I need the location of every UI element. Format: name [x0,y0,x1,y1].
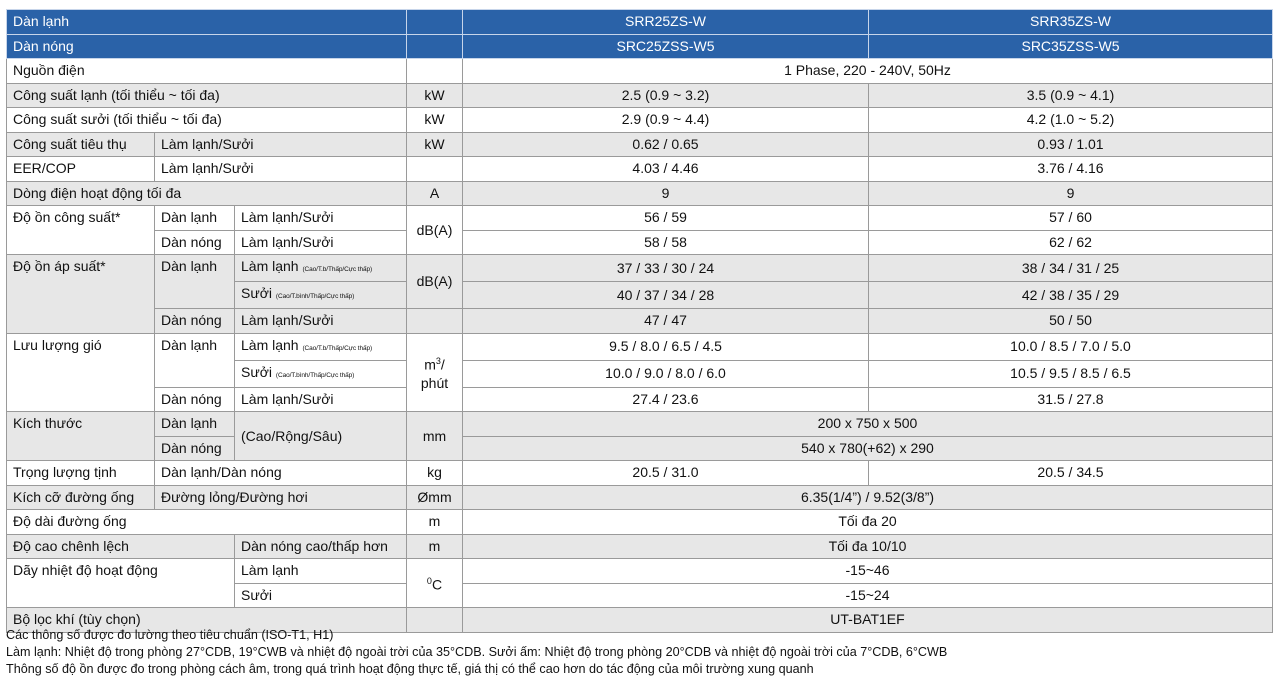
heat-cap-value-2: 4.2 (1.0 ~ 5.2) [869,108,1273,133]
sound-pressure-outdoor-unit [407,309,463,334]
current-value-2: 9 [869,181,1273,206]
model-outdoor-1: SRC25ZSS-W5 [463,34,869,59]
sound-pressure-heat-mode: Sưởi [241,285,273,301]
eer-label: EER/COP [7,157,155,182]
temp-range-heat-sub: Sưởi [235,583,407,608]
sound-power-indoor-row [7,206,1273,231]
header-outdoor-row [7,34,1273,59]
sound-power-unit: dB(A) [407,206,463,255]
sound-power-label: Độ ồn công suất* [7,206,155,255]
airflow-heat-sub [235,360,407,387]
airflow-unit [407,333,463,412]
airflow-heat-note: (Cao/T.bình/Thấp/Cực thấp) [275,371,355,379]
sound-pressure-cool-mode: Làm lạnh [241,258,299,274]
weight-unit: kg [407,461,463,486]
pipe-size-unit: Ømm [407,485,463,510]
sound-power-outdoor-sub: Làm lạnh/Sưởi [235,230,407,255]
heat-cap-row [7,108,1273,133]
airflow-unit-sup: 3 [435,356,441,367]
airflow-indoor-label: Dàn lạnh [155,333,235,387]
cool-cap-row [7,83,1273,108]
sound-power-outdoor-value-1: 58 / 58 [463,230,869,255]
consumption-sub: Làm lạnh/Sưởi [155,132,407,157]
temp-range-cool-row [7,559,1273,584]
airflow-cool-note: (Cao/T.b/Thấp/Cực thấp) [302,344,373,352]
sound-power-outdoor-label: Dàn nóng [155,230,235,255]
dimensions-indoor-row [7,412,1273,437]
airflow-cool-value-1: 9.5 / 8.0 / 6.5 / 4.5 [463,333,869,360]
height-diff-label: Độ cao chênh lệch [7,534,235,559]
power-value: 1 Phase, 220 - 240V, 50Hz [463,59,1273,84]
pipe-length-row [7,510,1273,535]
sound-pressure-outdoor-sub: Làm lạnh/Sưởi [235,309,407,334]
sound-power-outdoor-row [7,230,1273,255]
weight-value-2: 20.5 / 34.5 [869,461,1273,486]
temp-range-unit-c: C [431,576,443,593]
power-unit [407,59,463,84]
cool-cap-unit: kW [407,83,463,108]
sound-pressure-label: Độ ồn áp suất* [7,255,155,334]
footnote-2: Làm lạnh: Nhiệt độ trong phòng 27°CDB, 19°CWB và nhiệt độ ngoài trời của 35°CDB. Sưởi ấm: Nhiệt độ trong phòng 20°CDB và nhiệt độ ngoài trời của 7°CDB, 6°CWB [6,645,948,659]
height-diff-value: Tối đa 10/10 [463,534,1273,559]
model-indoor-2: SRR35ZS-W [869,10,1273,35]
header-indoor-label: Dàn lạnh [7,10,407,35]
eer-sub: Làm lạnh/Sưởi [155,157,407,182]
airflow-outdoor-sub: Làm lạnh/Sưởi [235,387,407,412]
pipe-length-value: Tối đa 20 [463,510,1273,535]
dimensions-sub: (Cao/Rộng/Sâu) [235,412,407,461]
header-outdoor-label: Dàn nóng [7,34,407,59]
eer-value-2: 3.76 / 4.16 [869,157,1273,182]
sound-pressure-outdoor-value-2: 50 / 50 [869,309,1273,334]
filter-label: Bộ lọc khí (tùy chọn) [7,608,407,633]
power-label: Nguồn điện [7,59,407,84]
airflow-unit-min: phút [420,375,449,392]
dimensions-outdoor-label: Dàn nóng [155,436,235,461]
weight-sub: Dàn lạnh/Dàn nóng [155,461,407,486]
sound-pressure-outdoor-label: Dàn nóng [155,309,235,334]
sound-pressure-unit: dB(A) [407,255,463,309]
sound-power-indoor-value-1: 56 / 59 [463,206,869,231]
sound-pressure-heat-value-2: 42 / 38 / 35 / 29 [869,282,1273,309]
airflow-outdoor-row [7,387,1273,412]
airflow-outdoor-label: Dàn nóng [155,387,235,412]
airflow-cool-mode: Làm lạnh [241,336,299,353]
consumption-unit: kW [407,132,463,157]
sound-power-indoor-value-2: 57 / 60 [869,206,1273,231]
sound-pressure-cool-value-2: 38 / 34 / 31 / 25 [869,255,1273,282]
spec-table [6,9,1273,633]
airflow-unit-m: m [424,357,436,374]
consumption-row [7,132,1273,157]
power-row [7,59,1273,84]
height-diff-unit: m [407,534,463,559]
heat-cap-value-1: 2.9 (0.9 ~ 4.4) [463,108,869,133]
airflow-heat-value-1: 10.0 / 9.0 / 8.0 / 6.0 [463,360,869,387]
footnote-1: Các thông số được đo lường theo tiêu chuẩn (ISO-T1, H1) [6,628,334,642]
sound-pressure-cool-row [7,255,1273,282]
airflow-heat-value-2: 10.5 / 9.5 / 8.5 / 6.5 [869,360,1273,387]
weight-row [7,461,1273,486]
header-unit-blank [407,10,463,35]
dimensions-indoor-label: Dàn lạnh [155,412,235,437]
sound-pressure-outdoor-value-1: 47 / 47 [463,309,869,334]
sound-pressure-cool-value-1: 37 / 33 / 30 / 24 [463,255,869,282]
pipe-size-row [7,485,1273,510]
eer-value-1: 4.03 / 4.46 [463,157,869,182]
heat-cap-unit: kW [407,108,463,133]
pipe-size-sub: Đường lỏng/Đường hơi [155,485,407,510]
pipe-length-label: Độ dài đường ống [7,510,407,535]
cool-cap-label: Công suất lạnh (tối thiểu ~ tối đa) [7,83,407,108]
dimensions-label: Kích thước [7,412,155,461]
airflow-label: Lưu lượng gió [7,333,155,412]
sound-pressure-outdoor-row [7,309,1273,334]
cool-cap-value-2: 3.5 (0.9 ~ 4.1) [869,83,1273,108]
current-value-1: 9 [463,181,869,206]
pipe-size-label: Kích cỡ đường ống [7,485,155,510]
header-unit-blank [407,34,463,59]
temp-range-heat-value: -15~24 [463,583,1273,608]
temp-range-label: Dãy nhiệt độ hoạt động [7,559,235,608]
dimensions-outdoor-row [7,436,1273,461]
airflow-unit-slash: / [440,357,445,374]
airflow-cool-value-2: 10.0 / 8.5 / 7.0 / 5.0 [869,333,1273,360]
dimensions-indoor-value: 200 x 750 x 500 [463,412,1273,437]
model-indoor-1: SRR25ZS-W [463,10,869,35]
height-diff-row [7,534,1273,559]
consumption-value-2: 0.93 / 1.01 [869,132,1273,157]
eer-row [7,157,1273,182]
airflow-outdoor-value-2: 31.5 / 27.8 [869,387,1273,412]
dimensions-outdoor-value: 540 x 780(+62) x 290 [463,436,1273,461]
sound-power-outdoor-value-2: 62 / 62 [869,230,1273,255]
airflow-cool-sub [235,333,407,360]
airflow-outdoor-value-1: 27.4 / 23.6 [463,387,869,412]
sound-pressure-heat-value-1: 40 / 37 / 34 / 28 [463,282,869,309]
header-indoor-row [7,10,1273,35]
airflow-heat-mode: Sưởi [241,363,273,380]
temp-range-cool-value: -15~46 [463,559,1273,584]
consumption-label: Công suất tiêu thụ [7,132,155,157]
sound-pressure-indoor-label: Dàn lạnh [155,255,235,309]
temp-range-cool-sub: Làm lạnh [235,559,407,584]
sound-pressure-cool-note: (Cao/T.b/Thấp/Cực thấp) [302,266,373,273]
temp-range-unit [407,559,463,608]
pipe-size-value: 6.35(1/4”) / 9.52(3/8”) [463,485,1273,510]
sound-power-indoor-label: Dàn lạnh [155,206,235,231]
current-label: Dòng điện hoạt động tối đa [7,181,407,206]
eer-unit [407,157,463,182]
sound-pressure-heat-note: (Cao/T.bình/Thấp/Cực thấp) [275,293,355,300]
footnotes [6,627,947,678]
airflow-cool-row [7,333,1273,360]
temp-range-unit-sup: 0 [426,575,432,586]
current-unit: A [407,181,463,206]
current-row [7,181,1273,206]
consumption-value-1: 0.62 / 0.65 [463,132,869,157]
cool-cap-value-1: 2.5 (0.9 ~ 3.2) [463,83,869,108]
pipe-length-unit: m [407,510,463,535]
model-outdoor-2: SRC35ZSS-W5 [869,34,1273,59]
filter-value: UT-BAT1EF [463,608,1273,633]
heat-cap-label: Công suất sưởi (tối thiểu ~ tối đa) [7,108,407,133]
sound-pressure-cool-sub [235,255,407,282]
sound-power-indoor-sub: Làm lạnh/Sưởi [235,206,407,231]
height-diff-sub: Dàn nóng cao/thấp hơn [235,534,407,559]
weight-label: Trọng lượng tịnh [7,461,155,486]
footnote-3: Thông số độ ồn được đo trong phòng cách âm, trong quá trình hoạt động thực tế, giá thị có thể cao hơn do tác động của môi trường xung quanh [6,662,814,676]
weight-value-1: 20.5 / 31.0 [463,461,869,486]
sound-pressure-heat-sub [235,282,407,309]
dimensions-unit: mm [407,412,463,461]
